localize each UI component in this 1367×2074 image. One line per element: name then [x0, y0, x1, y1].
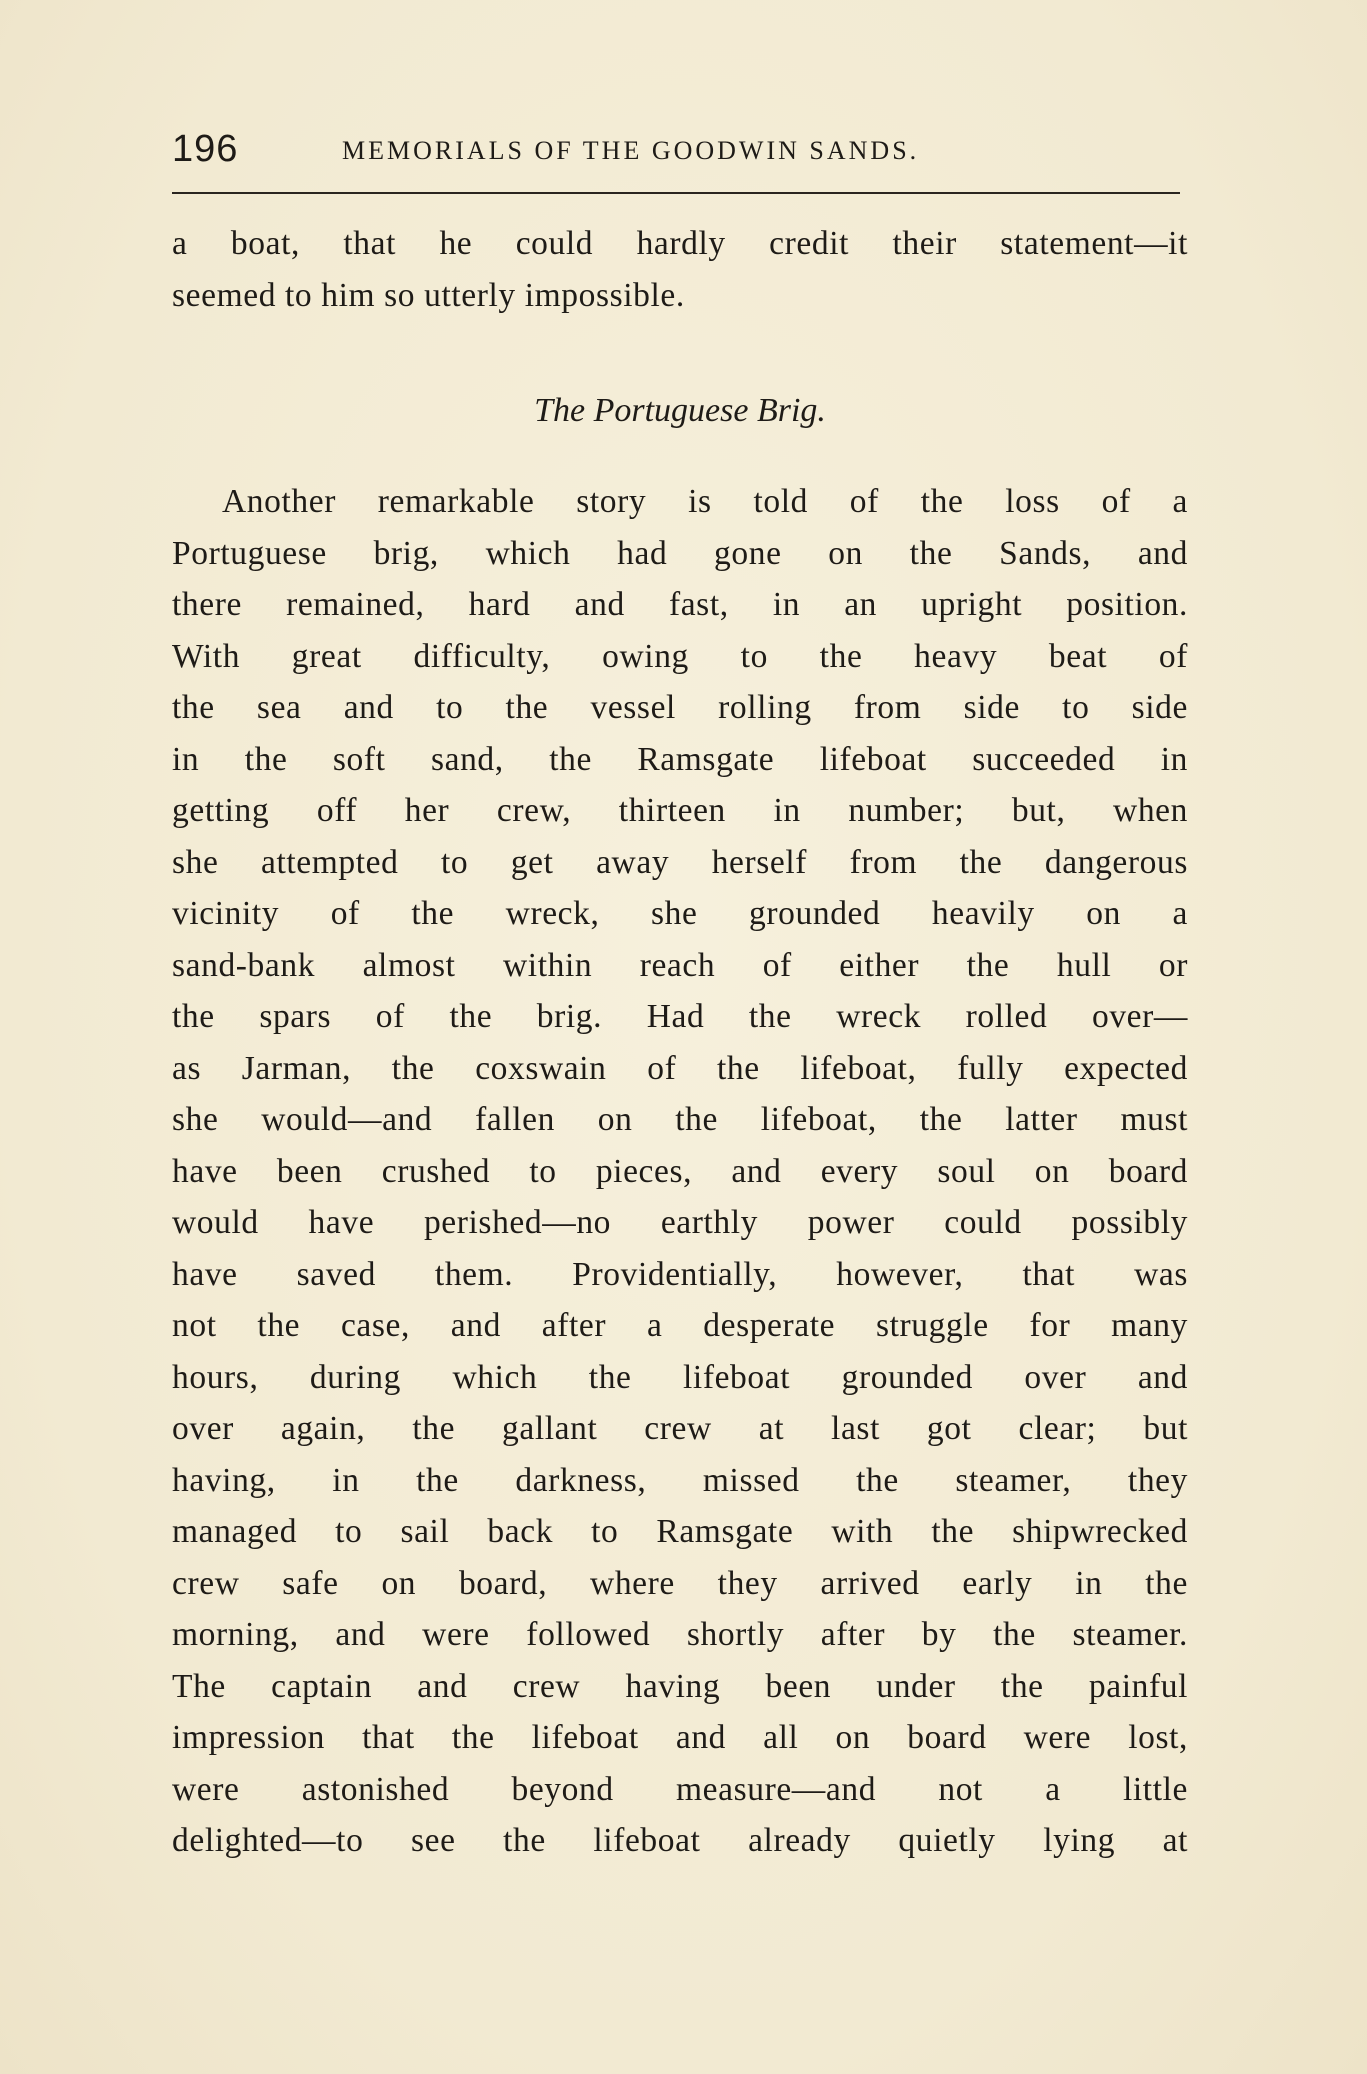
text-line: managed to sail back to Ramsgate with the shipwrecked — [172, 1513, 1188, 1550]
text-line: there remained, hard and fast, in an upright position. — [172, 586, 1188, 623]
text-line: crew safe on board, where they arrived early in the — [172, 1564, 1188, 1602]
text-line: vicinity of the wreck, she grounded heavily on a — [172, 895, 1188, 932]
intro-paragraph — [172, 218, 1188, 321]
text-line: as Jarman, the coxswain of the lifeboat, fully expected — [172, 1049, 1188, 1087]
text-line: getting off her crew, thirteen in number; but, when — [172, 792, 1188, 829]
text-line: Portuguese brig, which had gone on the Sands, and — [172, 534, 1188, 572]
text-line: not the case, and after a desperate struggle for many — [172, 1307, 1188, 1344]
text-line: having, in the darkness, missed the steamer, they — [172, 1461, 1188, 1499]
text-line: the sea and to the vessel rolling from side to side — [172, 689, 1188, 726]
text-line: morning, and were followed shortly after by the steamer. — [172, 1616, 1188, 1653]
text-line: seemed to him so utterly impossible. — [172, 276, 685, 314]
text-line: she would—and fallen on the lifeboat, the latter must — [172, 1101, 1188, 1138]
text-line: delighted—to see the lifeboat already quietly lying at — [172, 1822, 1188, 1859]
text-line: in the soft sand, the Ramsgate lifeboat succeeded in — [172, 740, 1188, 778]
page-header — [172, 128, 1180, 172]
text-line: have been crushed to pieces, and every soul on board — [172, 1152, 1188, 1190]
text-line: hours, during which the lifeboat grounded over and — [172, 1358, 1188, 1396]
text-line: impression that the lifeboat and all on board were lost, — [172, 1719, 1188, 1756]
text-line: have saved them. Providentially, however, that was — [172, 1255, 1188, 1293]
text-line: the spars of the brig. Had the wreck rolled over— — [172, 998, 1188, 1035]
page-number: 196 — [172, 128, 239, 170]
text-line: were astonished beyond measure—and not a little — [172, 1770, 1188, 1808]
text-line: Another remarkable story is told of the loss of a — [222, 483, 1188, 520]
body-paragraph — [172, 476, 1188, 1867]
text-line: over again, the gallant crew at last got clear; but — [172, 1410, 1188, 1447]
text-line: would have perished—no earthly power could possibly — [172, 1204, 1188, 1241]
running-title: MEMORIALS OF THE GOODWIN SANDS. — [342, 136, 920, 165]
text-line: With great difficulty, owing to the heavy beat of — [172, 637, 1188, 675]
section-title: The Portuguese Brig. — [534, 392, 826, 429]
text-line: The captain and crew having been under the painful — [172, 1667, 1188, 1705]
text-line: sand-bank almost within reach of either the hull or — [172, 946, 1188, 984]
header-rule — [172, 192, 1180, 194]
text-line: a boat, that he could hardly credit their statement—it — [172, 225, 1188, 262]
text-line: she attempted to get away herself from the dangerous — [172, 843, 1188, 881]
